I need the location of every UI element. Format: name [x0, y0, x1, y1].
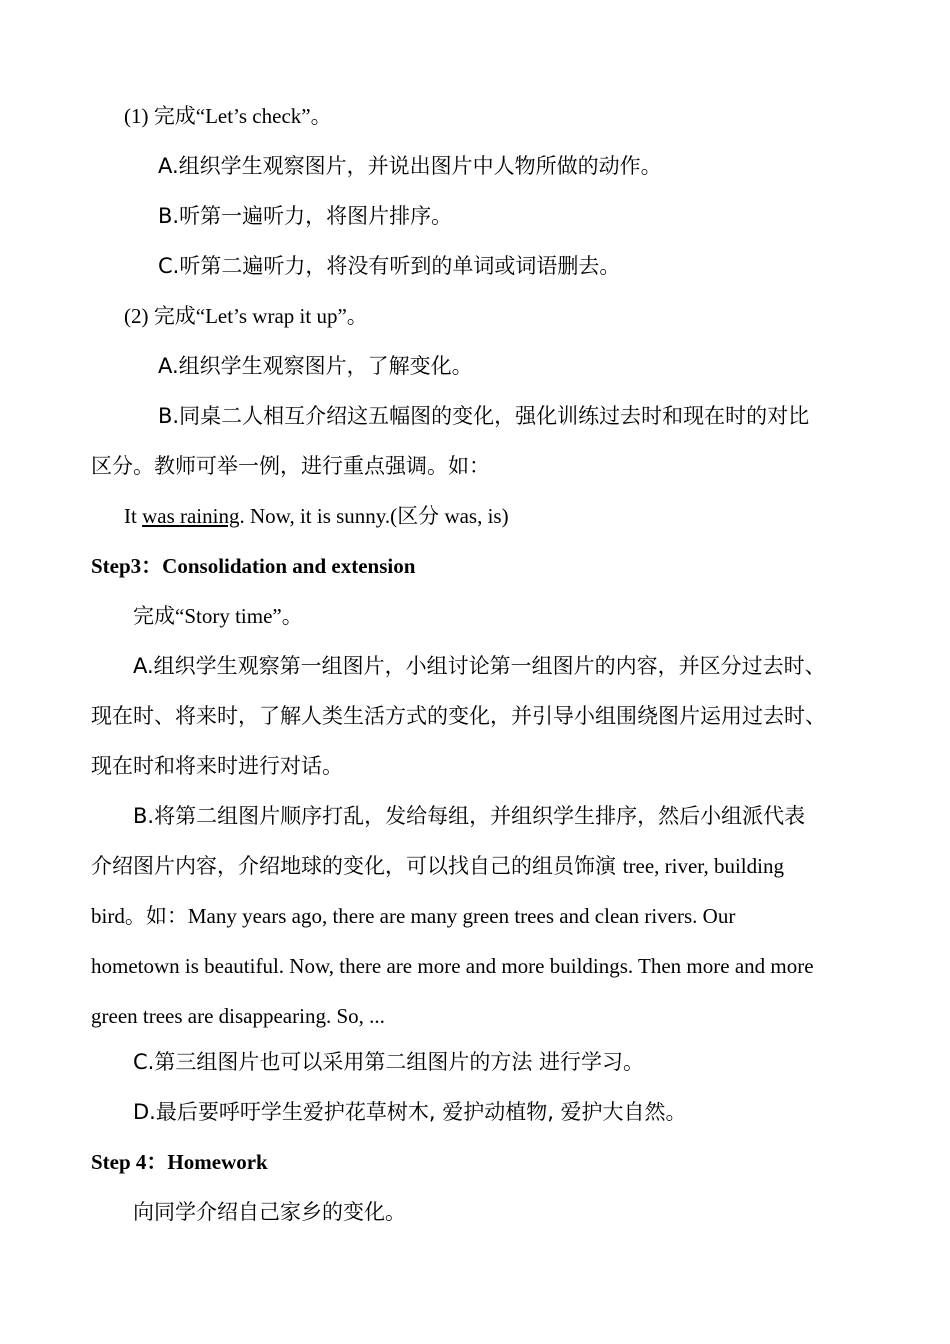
- step3-b-line-3: [91, 902, 735, 930]
- item-2-verb: 完成: [153, 304, 196, 328]
- item-1-step-a: A.组织学生观察图片，并说出图片中人物所做的动作。: [158, 154, 662, 178]
- step3-task-verb: 完成: [133, 604, 175, 628]
- item-2-title: “Let’s wrap it up”。: [195, 304, 368, 328]
- step3-b-line-4: hometown is beautiful. Now, there are more and more buildings. Then more and more: [91, 954, 814, 978]
- item-2-heading: [124, 302, 368, 330]
- item-1-heading: [124, 102, 332, 130]
- example-pre: It: [124, 504, 143, 528]
- step3-a-line-3: 现在时和将来时进行对话。: [91, 754, 343, 778]
- item-2-step-b-line-2: 区分。教师可举一例，进行重点强调。如：: [91, 454, 490, 478]
- step3-a-line-2: 现在时、将来时，了解人类生活方式的变化，并引导小组围绕图片运用过去时、: [91, 704, 826, 728]
- step4-heading: Step 4：Homework: [91, 1150, 268, 1174]
- step3-b-line-3-cn: 。如：: [124, 904, 188, 928]
- step3-b-line-2-en: tree, river, building: [622, 854, 784, 878]
- item-1-step-b: B.听第一遍听力，将图片排序。: [158, 204, 453, 228]
- step3-task: [133, 602, 303, 630]
- step3-c: C.第三组图片也可以采用第二组图片的方法 进行学习。: [133, 1050, 645, 1074]
- item-2-step-a: A.组织学生观察图片，了解变化。: [158, 354, 473, 378]
- step4-task: 向同学介绍自己家乡的变化。: [133, 1200, 406, 1224]
- item-1-title: “Let’s check”。: [195, 104, 332, 128]
- step3-b-line-5: green trees are disappearing. So, ...: [91, 1004, 385, 1028]
- step3-b-line-1: B.将第二组图片顺序打乱，发给每组，并组织学生排序，然后小组派代表: [133, 804, 806, 828]
- step3-b-line-3-en-b: Many years ago, there are many green trees and clean rivers. Our: [187, 904, 736, 928]
- step3-a-line-1: A.组织学生观察第一组图片，小组讨论第一组图片的内容，并区分过去时、: [133, 654, 826, 678]
- step3-heading: Step3：Consolidation and extension: [91, 554, 416, 578]
- example-cn: 区分: [397, 504, 440, 528]
- example-post: was, is): [439, 504, 509, 528]
- example-underlined: was raining: [142, 504, 240, 528]
- item-1-verb: 完成: [153, 104, 196, 128]
- step3-b-line-2-cn: 介绍图片内容，介绍地球的变化，可以找自己的组员饰演: [91, 854, 623, 878]
- step3-d: D.最后要呼吁学生爱护花草树木, 爱护动植物, 爱护大自然。: [133, 1100, 687, 1124]
- step3-task-title: “Story time”。: [175, 604, 303, 628]
- step3-b-line-3-en-a: bird: [91, 904, 125, 928]
- item-1-number: (1): [124, 104, 154, 128]
- example-sentence: [124, 502, 509, 530]
- item-1-step-c: C.听第二遍听力，将没有听到的单词或词语删去。: [158, 254, 621, 278]
- step3-b-line-2: [91, 852, 784, 880]
- example-mid: . Now, it is sunny.(: [239, 504, 398, 528]
- item-2-step-b-line-1: B.同桌二人相互介绍这五幅图的变化，强化训练过去时和现在时的对比: [158, 404, 810, 428]
- item-2-number: (2): [124, 304, 154, 328]
